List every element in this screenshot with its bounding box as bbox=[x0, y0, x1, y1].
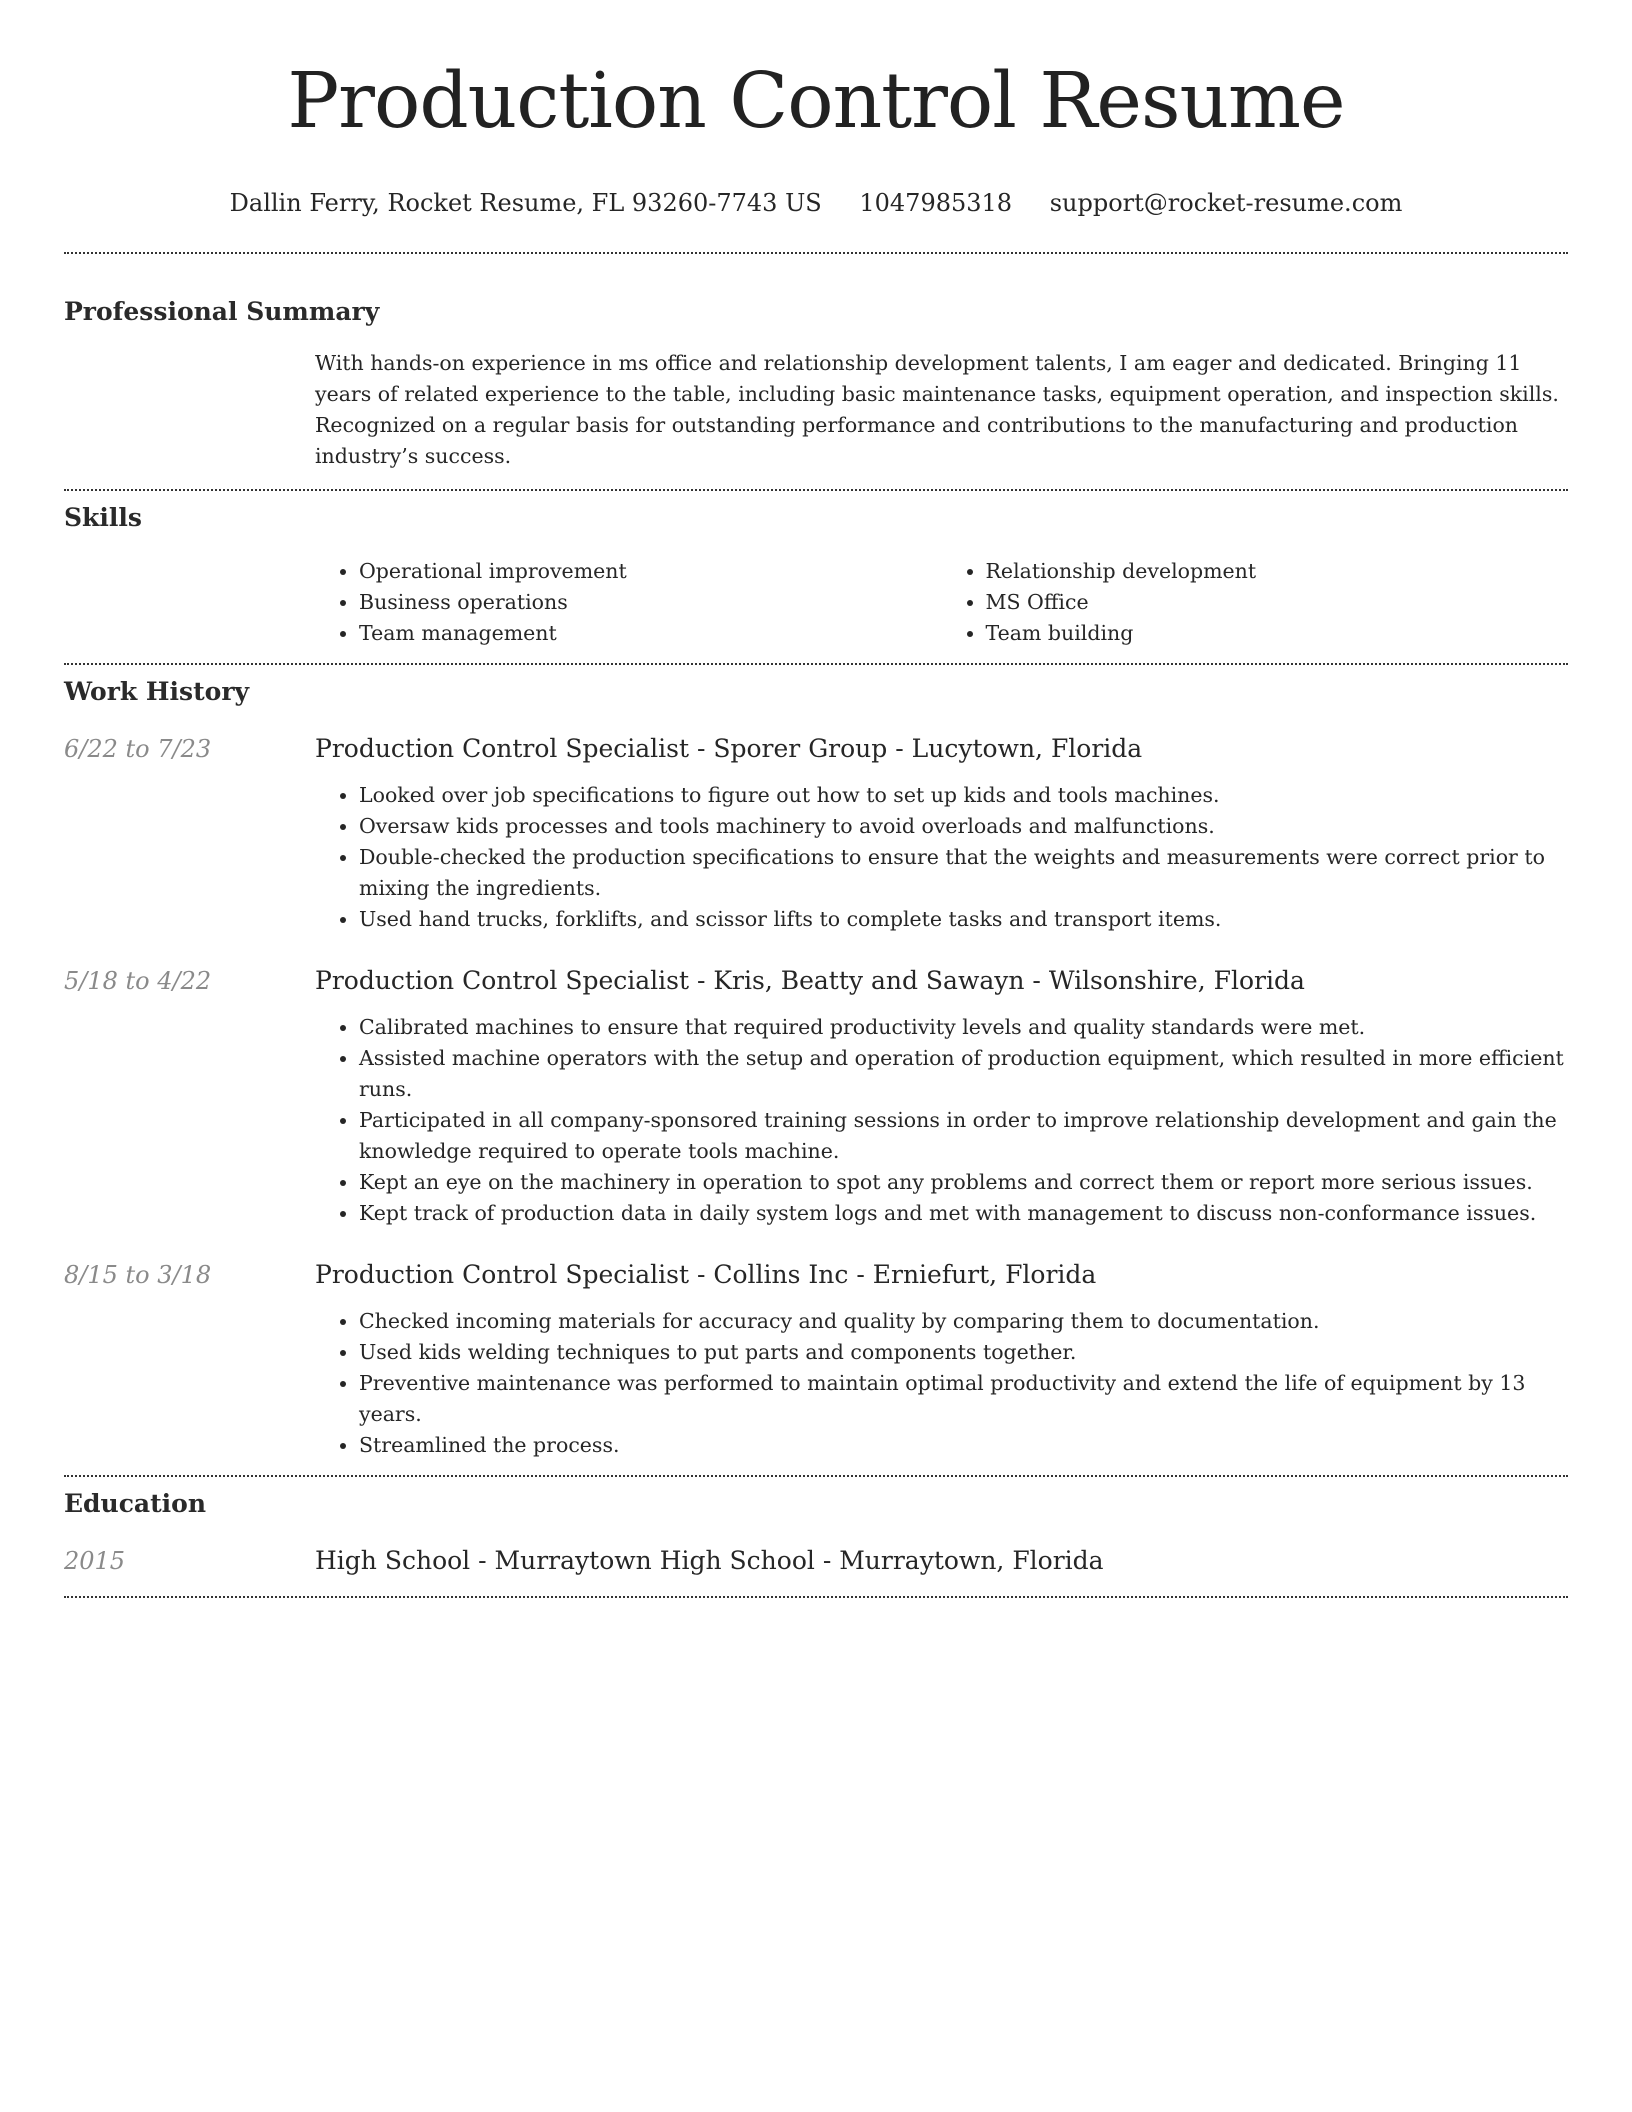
skills-list-left bbox=[315, 556, 942, 649]
skill-item: • Operational improvement bbox=[359, 556, 942, 587]
education-year: 2015 bbox=[64, 1547, 126, 1575]
job-bullet: • Kept an eye on the machinery in operation to spot any problems and correct them or report more serious issues. bbox=[359, 1167, 1568, 1198]
job-bullet: • Participated in all company-sponsored training sessions in order to improve relationship development and gain the knowledge required to operate tools machine. bbox=[359, 1105, 1568, 1167]
job-title: Production Control Specialist - Collins Inc - Erniefurt, Florida bbox=[315, 1260, 1097, 1289]
job-title: Production Control Specialist - Kris, Beatty and Sawayn - Wilsonshire, Florida bbox=[315, 966, 1305, 995]
job-dates: 8/15 to 3/18 bbox=[64, 1261, 212, 1289]
skill-item: • Team management bbox=[359, 618, 942, 649]
job-dates: 6/22 to 7/23 bbox=[64, 735, 212, 763]
contact-phone: 1047985318 bbox=[859, 189, 1013, 217]
section-divider bbox=[64, 1596, 1568, 1598]
job-entry bbox=[64, 965, 1568, 1229]
skills-section bbox=[64, 502, 1568, 649]
work-heading: Work History bbox=[64, 677, 250, 706]
job-bullet: • Assisted machine operators with the setup and operation of production equipment, which resulted in more efficient runs. bbox=[359, 1043, 1568, 1105]
summary-row bbox=[64, 348, 1568, 472]
skill-item: • MS Office bbox=[986, 587, 1569, 618]
summary-section bbox=[64, 296, 1568, 472]
job-bullet: • Looked over job specifications to figure out how to set up kids and tools machines. bbox=[359, 780, 1568, 811]
job-bullet: • Streamlined the process. bbox=[359, 1430, 1568, 1461]
job-bullet: • Double-checked the production specifications to ensure that the weights and measurements were correct prior to mixing the ingredients. bbox=[359, 842, 1568, 904]
job-bullet: • Used hand trucks, forklifts, and scissor lifts to complete tasks and transport items. bbox=[359, 904, 1568, 935]
job-bullets bbox=[315, 780, 1568, 935]
job-bullets bbox=[315, 1012, 1568, 1229]
summary-heading: Professional Summary bbox=[64, 297, 380, 326]
section-divider bbox=[64, 252, 1568, 254]
skills-grid bbox=[315, 556, 1568, 649]
summary-text: With hands-on experience in ms office and relationship development talents, I am eager and dedicated. Bringing 11 years of related experience to the table, including basic maintenance tasks, equipment operation, and inspection skills. Recognized on a regular basis for outstanding performance and contributions to the manufacturing and production industry’s success. bbox=[315, 351, 1559, 468]
job-bullet: • Calibrated machines to ensure that required productivity levels and quality standards were met. bbox=[359, 1012, 1568, 1043]
skill-item: • Relationship development bbox=[986, 556, 1569, 587]
job-bullet: • Used kids welding techniques to put parts and components together. bbox=[359, 1337, 1568, 1368]
contact-address: Dallin Ferry, Rocket Resume, FL 93260-7743 US bbox=[229, 189, 822, 217]
section-divider bbox=[64, 489, 1568, 491]
section-divider bbox=[64, 1475, 1568, 1477]
page-title: Production Control Resume bbox=[287, 57, 1345, 146]
education-entry bbox=[64, 1545, 1568, 1577]
job-dates: 5/18 to 4/22 bbox=[64, 967, 212, 995]
job-bullet: • Preventive maintenance was performed to maintain optimal productivity and extend the life of equipment by 13 years. bbox=[359, 1368, 1568, 1430]
job-bullet: • Checked incoming materials for accuracy and quality by comparing them to documentation. bbox=[359, 1306, 1568, 1337]
education-heading: Education bbox=[64, 1489, 207, 1518]
job-entry bbox=[64, 1259, 1568, 1461]
skill-item: • Team building bbox=[986, 618, 1569, 649]
education-title: High School - Murraytown High School - Murraytown, Florida bbox=[315, 1546, 1104, 1575]
work-section bbox=[64, 676, 1568, 1461]
job-entry bbox=[64, 733, 1568, 935]
job-bullets bbox=[315, 1306, 1568, 1461]
contact-line bbox=[64, 188, 1568, 218]
skills-list-right bbox=[942, 556, 1569, 649]
skills-heading: Skills bbox=[64, 503, 142, 532]
skill-item: • Business operations bbox=[359, 587, 942, 618]
job-bullet: • Oversaw kids processes and tools machinery to avoid overloads and malfunctions. bbox=[359, 811, 1568, 842]
job-bullet: • Kept track of production data in daily system logs and met with management to discuss non-conformance issues. bbox=[359, 1198, 1568, 1229]
skills-row bbox=[64, 556, 1568, 649]
contact-email: support@rocket-resume.com bbox=[1049, 189, 1403, 217]
education-section bbox=[64, 1488, 1568, 1577]
job-title: Production Control Specialist - Sporer Group - Lucytown, Florida bbox=[315, 734, 1143, 763]
section-divider bbox=[64, 663, 1568, 665]
